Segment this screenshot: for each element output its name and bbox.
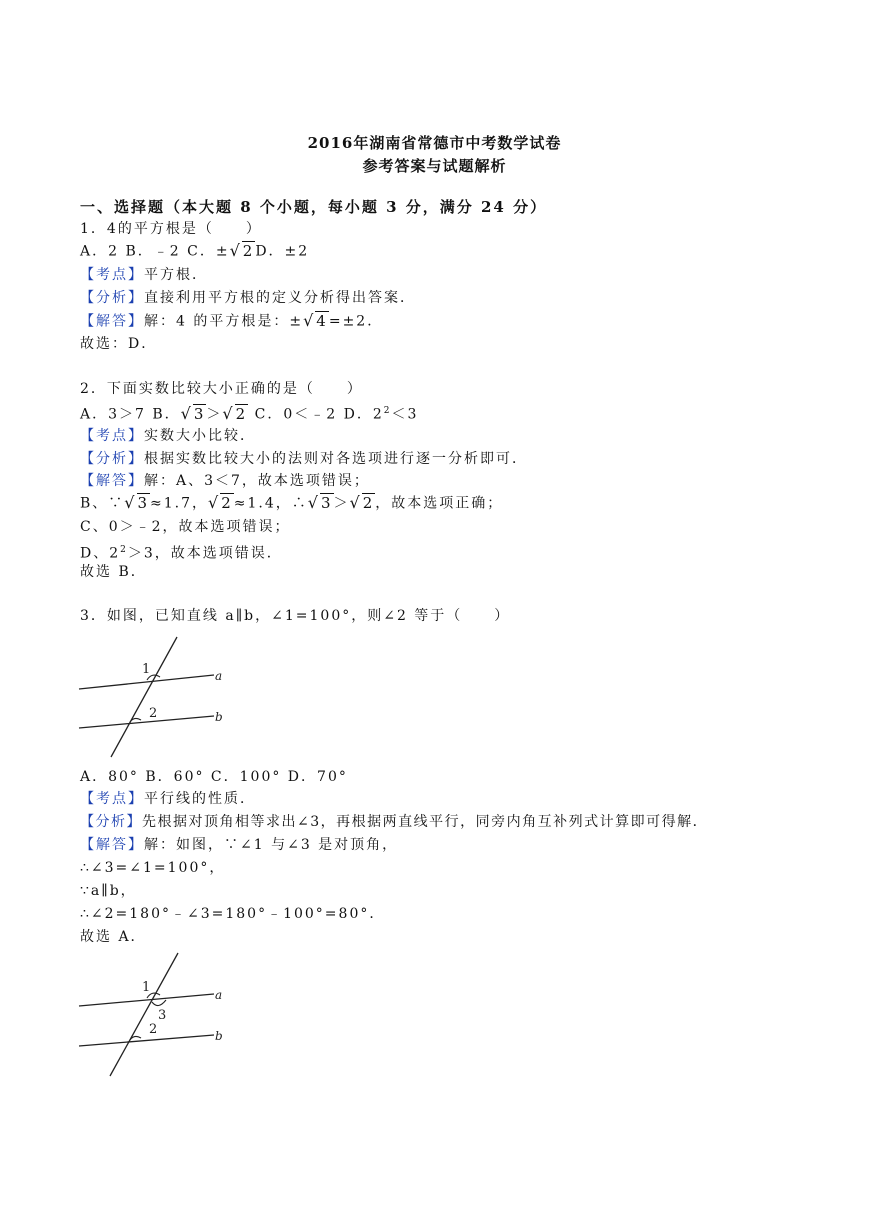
q3-fenxi-text: 先根据对顶角相等求出∠3，再根据两直线平行，同旁内角互补列式计算即可得解． xyxy=(142,814,709,830)
label-b: b xyxy=(215,1029,223,1043)
q2-gt: ＞ xyxy=(206,406,223,423)
q1-jie-post: =±2． xyxy=(328,313,384,330)
q2-stem: 2．下面实数比较大小正确的是（ ） xyxy=(80,381,363,397)
sqrt-symbol: √2 xyxy=(229,241,255,260)
sqrt-symbol: √3 xyxy=(124,493,150,512)
q2-kaodian xyxy=(80,427,256,445)
q2-jie-c: C、0＞﹣2，故本选项错误； xyxy=(80,519,291,535)
parallel-lines-figure-annotated xyxy=(76,950,236,1080)
tag-jieda: 【解答】 xyxy=(80,313,144,330)
tag-kaodian: 【考点】 xyxy=(80,267,144,283)
label-1: 1 xyxy=(142,980,151,995)
q2-fenxi xyxy=(80,450,528,468)
transversal xyxy=(111,637,177,757)
q3-jie4: ∴∠2=180°﹣∠3=180°﹣100°=80°． xyxy=(80,906,386,922)
q2-opt-sup: 2 xyxy=(383,406,392,416)
q2-jie-b xyxy=(80,494,503,513)
q3-kaodian-text: 平行线的性质． xyxy=(144,791,256,807)
line-a xyxy=(79,675,214,689)
q2-b-mid3: ＞ xyxy=(333,495,350,512)
q2-b-radicand-2: 2 xyxy=(221,494,233,512)
q2-b-post: ，故本选项正确； xyxy=(375,495,504,512)
angle-3-arc xyxy=(152,1000,166,1006)
section-heading: 一、选择题（本大题 8 个小题，每小题 3 分，满分 24 分） xyxy=(80,198,548,216)
q3-jieda xyxy=(80,836,398,854)
tag-jieda: 【解答】 xyxy=(80,473,144,489)
q2-b-mid1: ≈1.7， xyxy=(150,495,209,512)
q3-jie2: ∴∠3=∠1=100°， xyxy=(80,860,226,876)
q1-jieda xyxy=(80,312,383,331)
label-3: 3 xyxy=(158,1008,167,1023)
line-b xyxy=(79,1035,214,1046)
tag-kaodian: 【考点】 xyxy=(80,428,144,444)
sqrt-symbol: √2 xyxy=(208,493,233,512)
q1-option-d: D．±2 xyxy=(255,243,310,260)
sqrt-symbol: √3 xyxy=(180,404,206,424)
q3-kaodian xyxy=(80,790,256,808)
q1-option-radicand: 2 xyxy=(242,242,255,260)
q1-stem: 1．4的平方根是（ ） xyxy=(80,221,262,237)
page-title: 2016年湖南省常德市中考数学试卷 xyxy=(307,134,562,152)
q1-jie-radicand: 4 xyxy=(316,312,328,330)
label-a: a xyxy=(215,669,223,683)
q2-jie-d xyxy=(80,541,283,563)
label-2: 2 xyxy=(149,1022,158,1037)
q2-d-pre: D、2 xyxy=(80,545,121,562)
q1-kaodian xyxy=(80,266,208,284)
q3-stem: 3．如图，已知直线 a∥b，∠1=100°，则∠2 等于（ ） xyxy=(80,608,511,624)
q1-jie-pre: 解：4 的平方根是：± xyxy=(144,313,304,330)
q3-fenxi xyxy=(80,813,708,831)
q1-kaodian-text: 平方根． xyxy=(144,267,208,283)
tag-fenxi: 【分析】 xyxy=(80,451,144,467)
sqrt-symbol: √2 xyxy=(349,493,375,512)
q3-options: A．80° B．60° C．100° D．70° xyxy=(80,769,348,785)
q1-fenxi xyxy=(80,289,416,307)
q1-answer: 故选：D． xyxy=(80,336,158,352)
q1-options-text: A．2 B．﹣2 C．± xyxy=(80,243,230,260)
q2-b-radicand-2b: 2 xyxy=(362,494,375,512)
q3-answer: 故选 A． xyxy=(80,929,147,945)
q2-jieda xyxy=(80,472,370,490)
tag-jieda: 【解答】 xyxy=(80,837,144,853)
q2-b-radicand-3b: 3 xyxy=(321,494,333,512)
q2-kaodian-text: 实数大小比较． xyxy=(144,428,256,444)
q2-b-pre: B、∵ xyxy=(80,495,125,512)
q3-jie3: ∵a∥b， xyxy=(80,883,137,899)
line-b xyxy=(79,716,214,728)
q2-radicand-2: 2 xyxy=(235,405,248,424)
q2-d-post: ＞3，故本选项错误． xyxy=(127,545,283,562)
sqrt-symbol: √3 xyxy=(307,493,333,512)
label-a: a xyxy=(215,988,223,1002)
q2-answer: 故选 B． xyxy=(80,564,147,580)
tag-fenxi: 【分析】 xyxy=(80,814,142,830)
line-a xyxy=(79,994,214,1006)
q2-b-radicand-3: 3 xyxy=(137,494,150,512)
q2-jie-a: 解：A、3＜7，故本选项错误； xyxy=(144,473,370,489)
q2-options xyxy=(80,402,418,424)
q2-radicand-3: 3 xyxy=(193,405,206,424)
transversal xyxy=(110,953,178,1076)
q1-options xyxy=(80,242,309,261)
q2-opt-a: A．3＞7 B． xyxy=(80,406,181,423)
sqrt-symbol: √4 xyxy=(303,311,328,330)
tag-kaodian: 【考点】 xyxy=(80,791,144,807)
q2-d-sup: 2 xyxy=(120,545,128,555)
q2-fenxi-text: 根据实数比较大小的法则对各选项进行逐一分析即可． xyxy=(144,451,528,467)
q2-opt-c2: ＜3 xyxy=(391,406,419,423)
parallel-lines-figure xyxy=(76,632,236,762)
sqrt-symbol: √2 xyxy=(222,404,248,424)
q1-fenxi-text: 直接利用平方根的定义分析得出答案． xyxy=(144,290,416,306)
tag-fenxi: 【分析】 xyxy=(80,290,144,306)
label-1: 1 xyxy=(142,662,151,677)
label-2: 2 xyxy=(149,706,158,721)
label-b: b xyxy=(215,710,223,724)
page-subtitle: 参考答案与试题解析 xyxy=(362,157,507,175)
q2-b-mid2: ≈1.4，∴ xyxy=(233,495,308,512)
q2-opt-c: C．0＜﹣2 D．2 xyxy=(248,406,384,423)
q3-jie1: 解：如图，∵∠1 与∠3 是对顶角， xyxy=(144,837,399,853)
